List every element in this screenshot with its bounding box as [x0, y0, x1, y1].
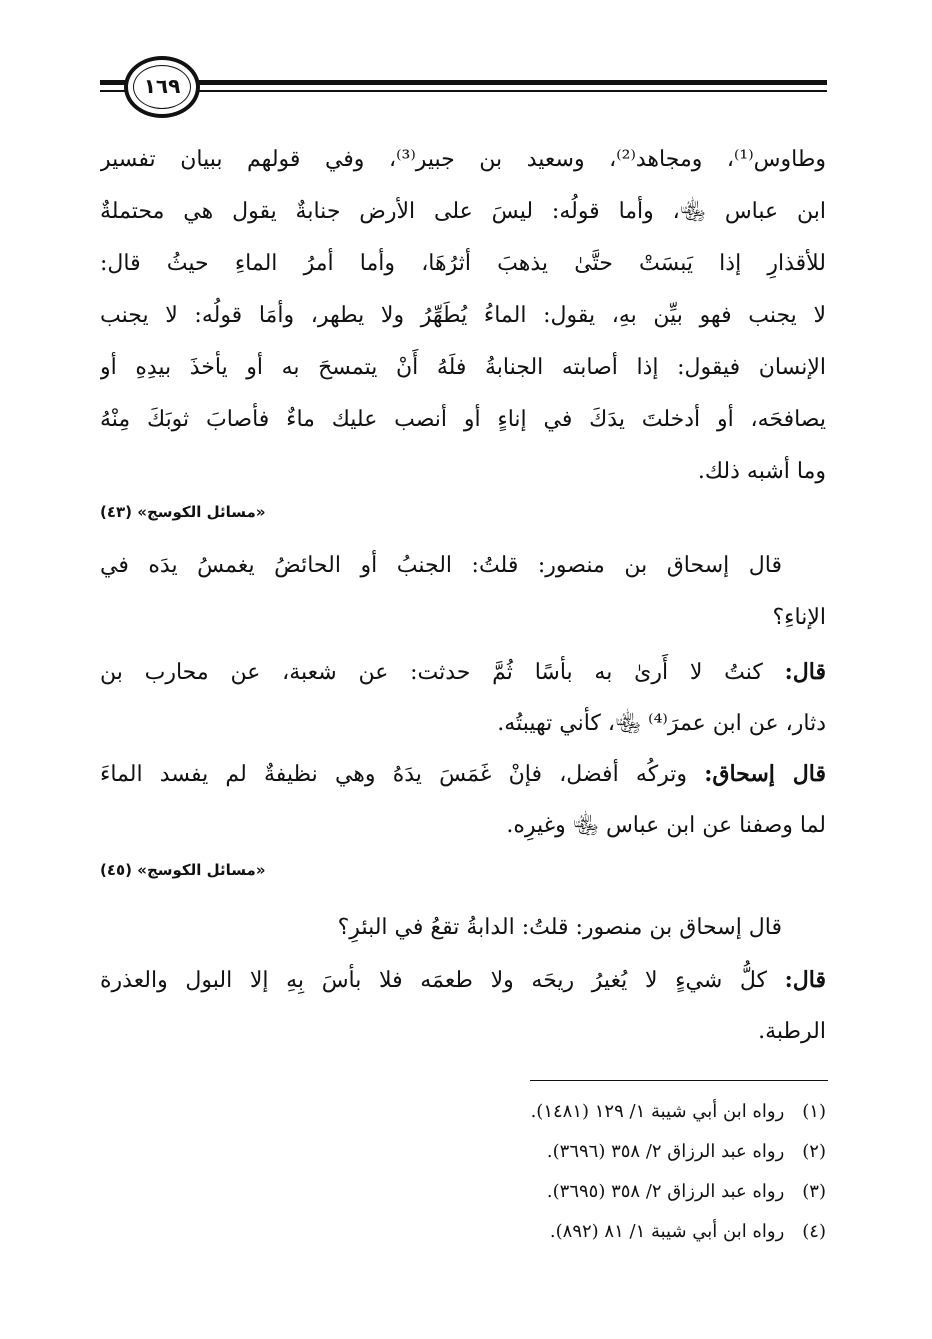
text-line: الإناءِ؟ [772, 605, 826, 630]
source-citation: «مسائل الكوسج» (٤٣) [100, 503, 266, 521]
text-line: دثار، عن ابن عمرَ⁽⁴⁾ ﵄، كأني تهيبتُه. [497, 711, 826, 736]
paragraph-question-1 [100, 540, 826, 644]
paragraph-answer-3 [100, 954, 826, 1058]
text-line: وتركُه أفضل، فإنْ غَمَسَ يدَهُ وهي نظيفةٌ لم يفسد الماءَ [100, 762, 705, 787]
page-number-badge [124, 56, 200, 118]
footnote-item: (٤) رواه ابن أبي شيبة ١/ ٨١ (٨٩٢). [549, 1221, 826, 1242]
text-line: كلُّ شيءٍ لا يُغيرُ ريحَه ولا طعمَه فلا بأسَ بِهِ إلا البول والعذرة [100, 968, 785, 993]
header-rule [180, 80, 827, 98]
speaker-label: قال: [784, 659, 826, 685]
text-line: وطاوس⁽¹⁾، ومجاهد⁽²⁾، وسعيد بن جبير⁽³⁾، وفي قولهم ببيان تفسير [100, 147, 826, 172]
text-line: قال إسحاق بن منصور: قلتُ: الدابةُ تقعُ في البئرِ؟ [337, 915, 782, 940]
paragraph-answer-1 [100, 646, 826, 750]
text-line: ابن عباس ﵄، وأما قولُه: ليسَ على الأرض جنابةٌ يقول هي محتملةٌ [100, 199, 826, 224]
text-line: الإنسان فيقول: إذا أصابته الجنابةُ فلَهُ أَنْ يتمسحَ به أو يأخذَ بيدِهِ أو [100, 355, 826, 380]
speaker-label: قال: [784, 967, 826, 993]
footnote-item: (٢) رواه عبد الرزاق ٢/ ٣٥٨ (٣٦٩٦). [546, 1141, 826, 1162]
text-line: قال إسحاق بن منصور: قلتُ: الجنبُ أو الحائضُ يغمسُ يدَه في [100, 553, 782, 578]
footnote-item: (١) رواه ابن أبي شيبة ١/ ١٢٩ (١٤٨١). [530, 1101, 826, 1122]
source-citation: «مسائل الكوسج» (٤٥) [100, 861, 266, 879]
text-line: لما وصفنا عن ابن عباس ﵄ وغيرِه. [506, 813, 826, 838]
paragraph-answer-2 [100, 748, 826, 852]
text-line: لا يجنب فهو بيِّن بهِ، يقول: الماءُ يُطَهِّرُ ولا يطهر، وأمَا قولُه: لا يجنب [100, 303, 826, 328]
text-line: الرطبة. [758, 1019, 826, 1044]
paragraph-question-2 [100, 902, 826, 954]
speaker-label: قال إسحاق: [704, 761, 826, 787]
footnotes [440, 1092, 826, 1252]
text-line: للأقذارِ إذا يَبسَتْ حتَّىٰ يذهبَ أثرُهَا، وأما أمرُ الماءِ حيثُ قال: [100, 251, 826, 276]
text-line: يصافحَه، أو أدخلتَ يدَكَ في إناءٍ أو أنصب عليك ماءٌ فأصابَ ثوبَكَ مِنْهُ [100, 407, 826, 432]
footnote-divider [530, 1080, 828, 1081]
text-line: كنتُ لا أَرىٰ به بأسًا ثُمَّ حدثت: عن شعبة، عن محارب بن [100, 660, 785, 685]
paragraph-1 [100, 134, 826, 498]
footnote-item: (٣) رواه عبد الرزاق ٢/ ٣٥٨ (٣٦٩٥). [546, 1181, 826, 1202]
text-line: وما أشبه ذلك. [697, 459, 826, 484]
page-number: ١٦٩ [143, 74, 181, 98]
